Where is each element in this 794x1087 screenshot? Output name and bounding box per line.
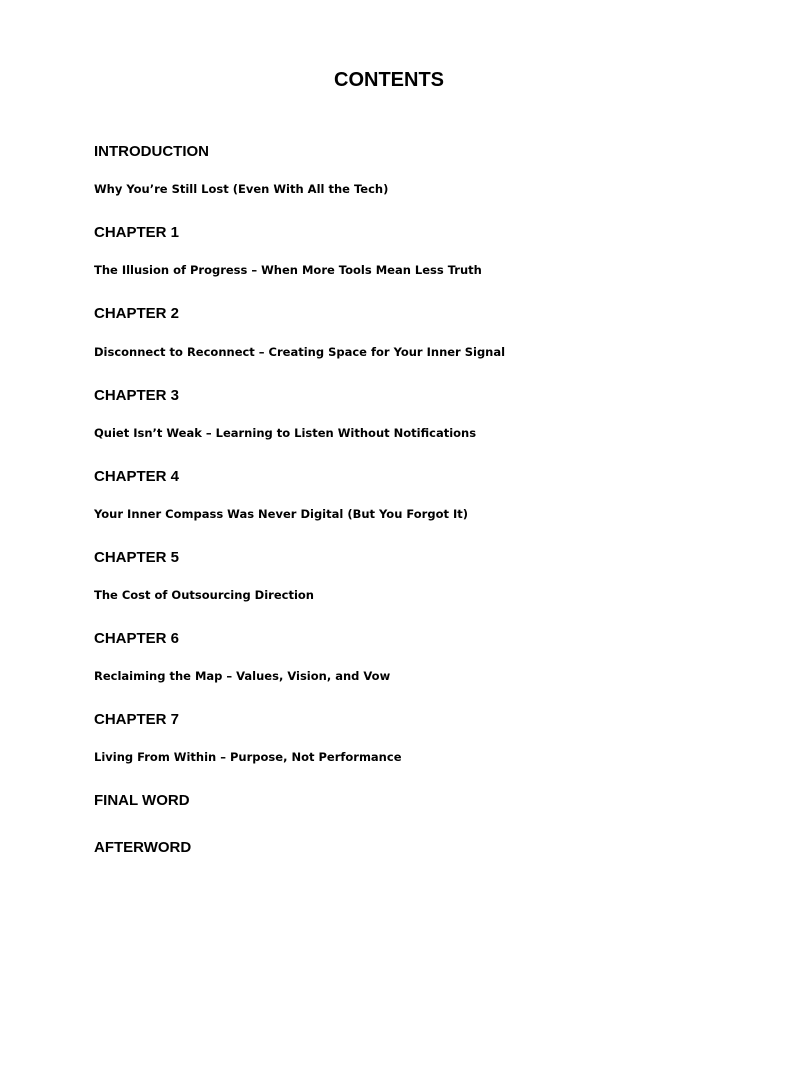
toc-subtitle-chapter-5: The Cost of Outsourcing Direction — [94, 588, 314, 602]
toc-heading-chapter-2: CHAPTER 2 — [94, 305, 180, 322]
toc-heading-chapter-1: CHAPTER 1 — [94, 224, 180, 241]
toc-subtitle-chapter-7: Living From Within – Purpose, Not Performance — [94, 750, 402, 764]
toc-heading-afterword: AFTERWORD — [94, 839, 192, 856]
toc-heading-chapter-6: CHAPTER 6 — [94, 630, 180, 647]
toc-heading-introduction: INTRODUCTION — [94, 143, 209, 160]
toc-subtitle-chapter-3: Quiet Isn’t Weak – Learning to Listen Without Notifications — [94, 426, 477, 440]
toc-heading-chapter-3: CHAPTER 3 — [94, 387, 180, 404]
toc-subtitle-chapter-2: Disconnect to Reconnect – Creating Space for Your Inner Signal — [94, 345, 506, 359]
toc-subtitle-chapter-6: Reclaiming the Map – Values, Vision, and Vow — [94, 669, 391, 683]
toc-heading-chapter-4: CHAPTER 4 — [94, 468, 180, 485]
toc-subtitle-chapter-1: The Illusion of Progress – When More Tools Mean Less Truth — [94, 263, 482, 277]
toc-heading-final-word: FINAL WORD — [94, 792, 190, 809]
page-title: CONTENTS — [334, 69, 444, 91]
toc-heading-chapter-7: CHAPTER 7 — [94, 711, 180, 728]
toc-subtitle-chapter-4: Your Inner Compass Was Never Digital (But You Forgot It) — [94, 507, 469, 521]
toc-subtitle-introduction: Why You’re Still Lost (Even With All the Tech) — [94, 182, 389, 196]
toc-heading-chapter-5: CHAPTER 5 — [94, 549, 180, 566]
